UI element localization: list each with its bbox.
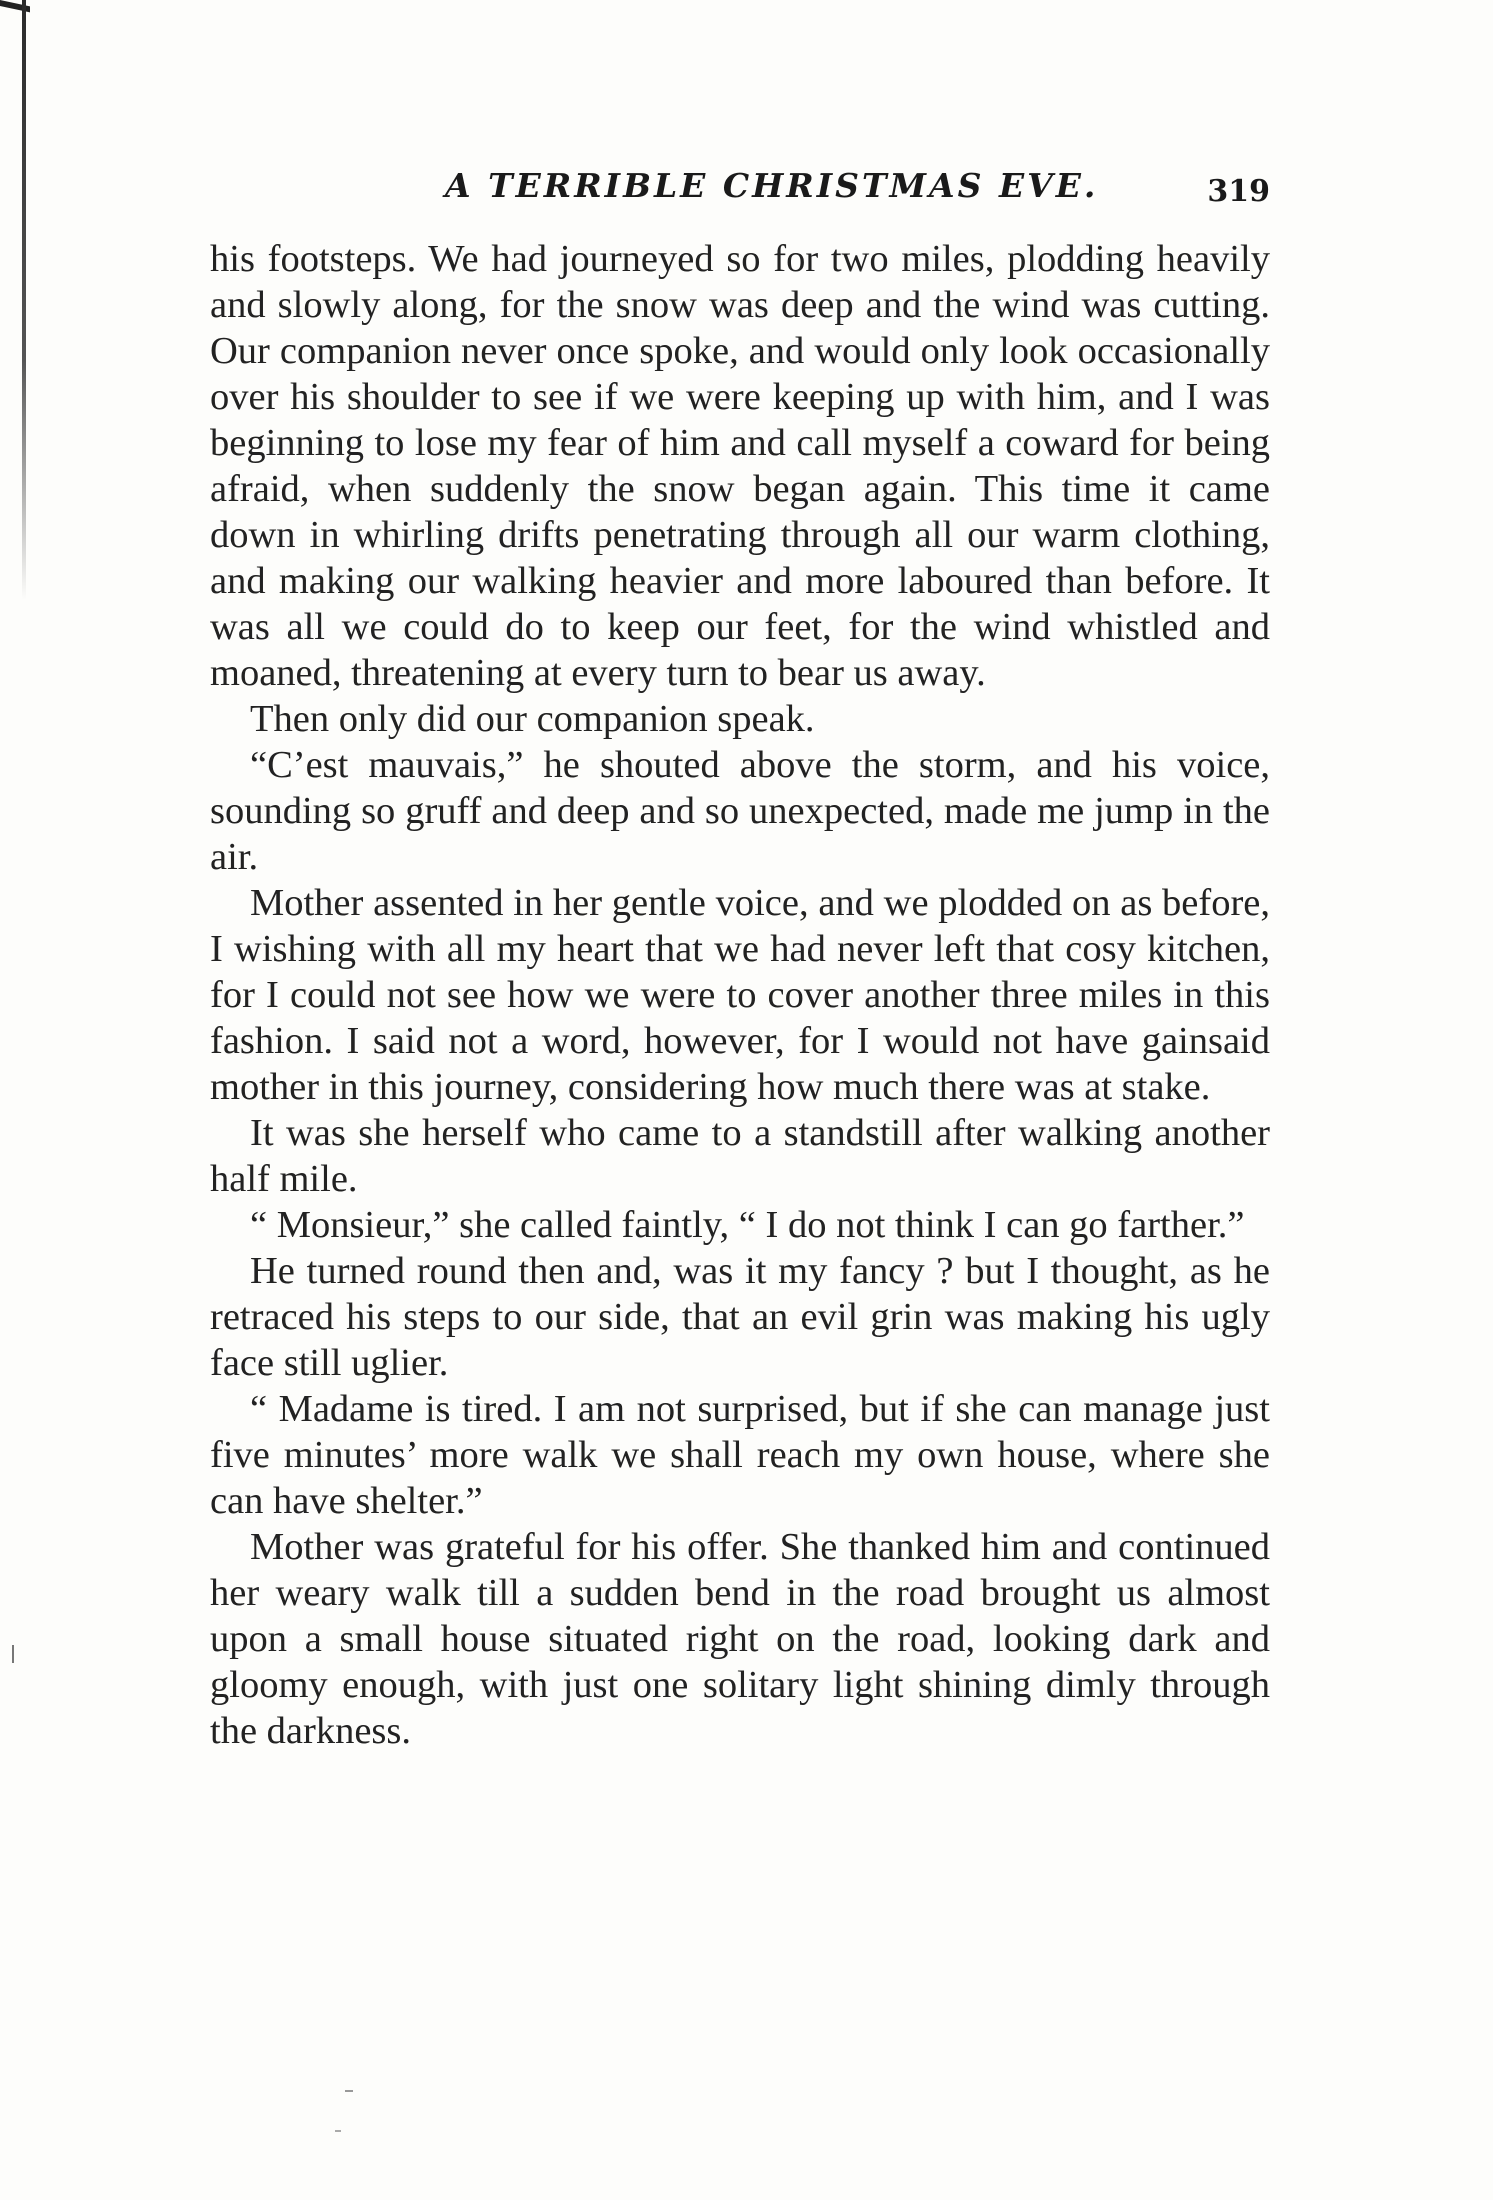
body-text	[210, 236, 1270, 1754]
paragraph: “ Madame is tired. I am not surprised, but if she can manage just five minutes’ more walk we shall reach my own house, where she can have shelter.”	[210, 1388, 1270, 1522]
paragraph: “ Monsieur,” she called faintly, “ I do not think I can go farther.”	[250, 1204, 1245, 1246]
paragraph-continuation: his footsteps. We had journeyed so for two miles, plodding heavily and slowly along, for the snow was deep and the wind was cutting. Our companion never once spoke, and would only look occasionally over his shoulder to see if we were keeping up with him, and I was beginning to lose my fear of him and call myself a coward for being afraid, when suddenly the snow began again. This time it came down in whirling drifts penetrating through all our warm clothing, and making our walking heavier and more laboured than before. It was all we could do to keep our feet, for the wind whistled and moaned, threatening at every turn to bear us away.	[210, 238, 1270, 694]
scan-speck	[345, 2090, 353, 2092]
paragraph: He turned round then and, was it my fancy ? but I thought, as he retraced his steps to our side, that an evil grin was making his ugly face still uglier.	[210, 1250, 1270, 1384]
margin-mark	[12, 1645, 14, 1663]
binding-edge	[22, 0, 26, 600]
scan-speck	[335, 2130, 341, 2132]
paragraph: Mother assented in her gentle voice, and we plodded on as before, I wishing with all my heart that we had never left that cosy kitchen, for I could not see how we were to cover another three miles in this fashion. I said not a word, however, for I would not have gainsaid mother in this journey, considering how much there was at stake.	[210, 882, 1270, 1108]
paragraph: It was she herself who came to a standstill after walking another half mile.	[210, 1112, 1270, 1200]
paragraph: Mother was grateful for his offer. She thanked him and continued her weary walk till a sudden bend in the road brought us almost upon a small house situated right on the road, looking dark and gloomy enough, with just one solitary light shining dimly through the darkness.	[210, 1526, 1270, 1752]
running-title: A TERRIBLE CHRISTMAS EVE.	[445, 166, 1099, 205]
page-header	[210, 160, 1270, 220]
paragraph: Then only did our companion speak.	[250, 698, 815, 740]
page-number: 319	[1207, 174, 1270, 209]
paragraph: “C’est mauvais,” he shouted above the storm, and his voice, sounding so gruff and deep and so unexpected, made me jump in the air.	[210, 744, 1270, 878]
